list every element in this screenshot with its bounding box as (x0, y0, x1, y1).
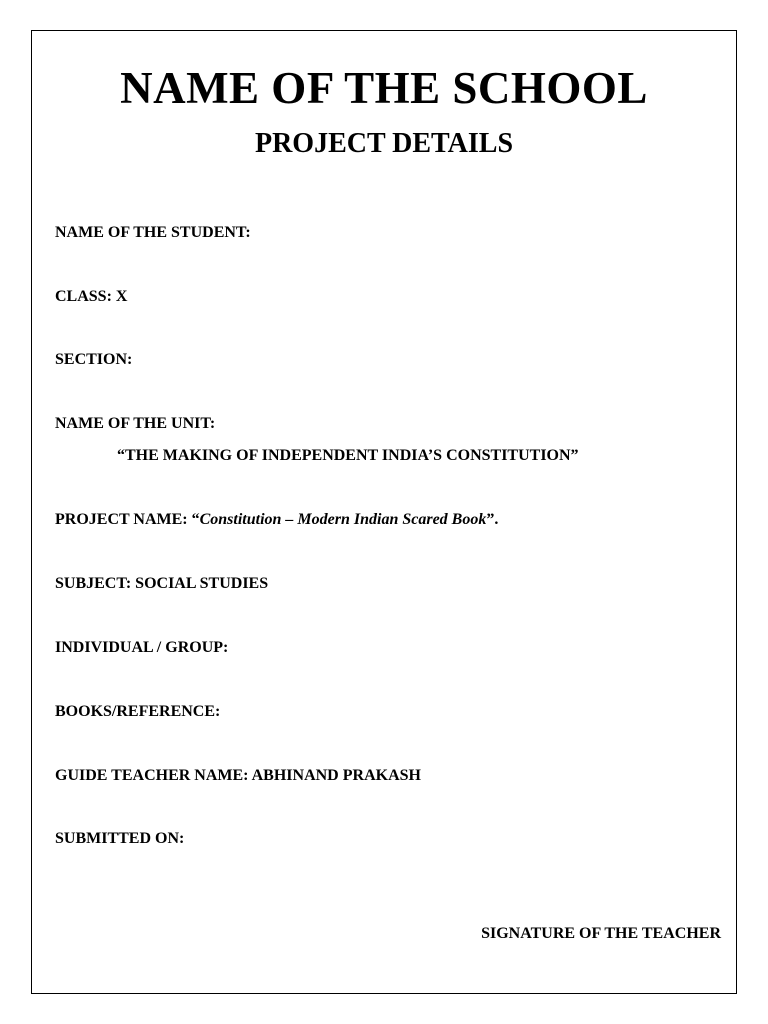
subject-field: SUBJECT: SOCIAL STUDIES (55, 575, 269, 592)
individual-group-field: INDIVIDUAL / GROUP: (55, 639, 229, 656)
student-name-field: NAME OF THE STUDENT: (55, 224, 251, 241)
project-name-label: PROJECT NAME: (55, 511, 192, 528)
class-field: CLASS: X (55, 288, 128, 305)
project-name-close-quote: ”. (486, 511, 499, 528)
guide-teacher-field: GUIDE TEACHER NAME: ABHINAND PRAKASH (55, 767, 421, 784)
teacher-signature-label: SIGNATURE OF THE TEACHER (481, 925, 721, 942)
unit-label: NAME OF THE UNIT: (55, 415, 216, 432)
books-reference-field: BOOKS/REFERENCE: (55, 703, 221, 720)
project-name-field (55, 510, 498, 530)
project-name-value: Constitution – Modern Indian Scared Book (199, 511, 487, 528)
section-field: SECTION: (55, 351, 133, 368)
submitted-on-field: SUBMITTED ON: (55, 830, 185, 847)
project-details-heading: PROJECT DETAILS (254, 128, 514, 159)
school-name-title: NAME OF THE SCHOOL (120, 63, 648, 113)
unit-name: “THE MAKING OF INDEPENDENT INDIA’S CONSTITUTION” (117, 447, 579, 464)
project-name-open-quote: “ (191, 511, 200, 528)
